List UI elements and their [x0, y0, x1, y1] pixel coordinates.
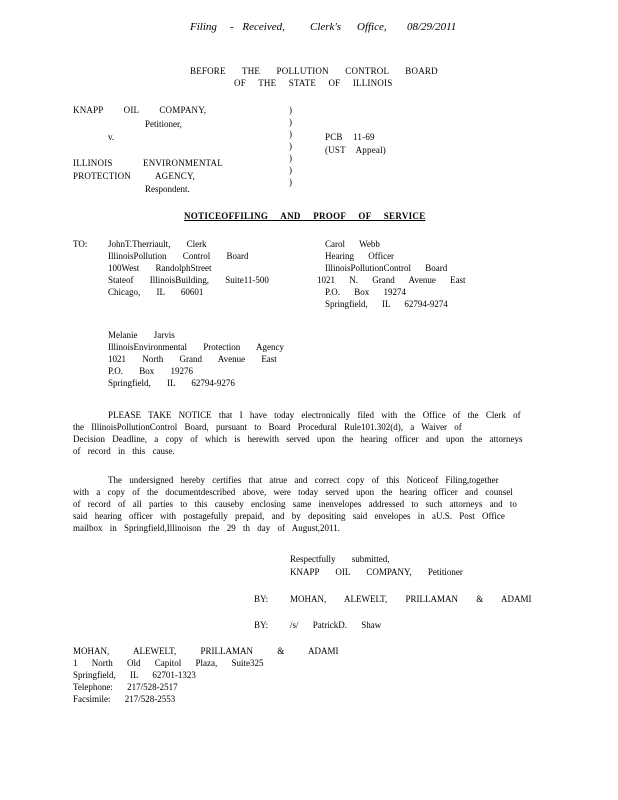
filing-stamp-office: Office, [357, 21, 387, 33]
paragraph-line: the IllinoisPollutionControl Board, pursuant to Board Procedural Rule101.302(d), a Waiver of [73, 422, 462, 432]
board-heading-line1: BEFORE THE POLLUTION CONTROL BOARD [190, 66, 438, 76]
respondent-label: Respondent. [145, 184, 190, 194]
address-line: IllinoisPollutionControl Board [325, 263, 448, 273]
board-heading-line2: OF THE STATE OF ILLINOIS [234, 78, 393, 88]
address-line: Chicago, IL 60601 [108, 287, 204, 297]
certification-paragraph [73, 474, 517, 534]
firm-city: Springfield, IL 62701-1323 [73, 670, 196, 680]
paragraph-line: with a copy of the documentdescribed above, were today served upon the hearing officer and counsel [73, 487, 513, 497]
caption-paren: ) [289, 129, 292, 139]
recipient-hearing-officer-address [317, 238, 466, 310]
paragraph-line: PLEASE TAKE NOTICE that I have today electronically filed with the Office of the Clerk of [108, 410, 521, 420]
paragraph-line: of record in this cause. [73, 446, 175, 456]
firm-telephone: Telephone: 217/528-2517 [73, 682, 178, 692]
address-line: P.O. Box 19276 [108, 366, 194, 376]
address-line: 100West RandolphStreet [108, 263, 212, 273]
address-line: Carol Webb [325, 239, 380, 249]
case-number: PCB 11-69 [325, 132, 375, 142]
address-line: IllinoisPollution Control Board [108, 251, 249, 261]
filing-stamp-filing: Filing [190, 21, 217, 33]
address-line: Stateof IllinoisBuilding, Suite11-500 [108, 275, 269, 285]
respondent-name-line2: PROTECTION AGENCY, [73, 171, 195, 181]
address-line: IllinoisEnvironmental Protection Agency [108, 342, 284, 352]
to-label: TO: [73, 239, 88, 249]
signer-name: /s/ PatrickD. Shaw [290, 620, 382, 630]
filing-stamp-date: 08/29/2011 [407, 21, 457, 33]
address-line: JohnT.Therriault, Clerk [108, 239, 207, 249]
paragraph-line: said hearing officer with postagefully prepaid, and by depositing said envelopes in aU.S. Post Office [73, 511, 505, 521]
notice-paragraph [73, 409, 522, 457]
respondent-name-line1: ILLINOIS ENVIRONMENTAL [73, 158, 223, 168]
firm-name: MOHAN, ALEWELT, PRILLAMAN & ADAMI [73, 646, 339, 656]
paragraph-line: Decision Deadline, a copy of which is herewith served upon the hearing officer and upon the attorneys [73, 434, 523, 444]
case-type: (UST Appeal) [325, 145, 386, 155]
caption-paren: ) [289, 153, 292, 163]
firm-street: 1 North Old Capitol Plaza, Suite325 [73, 658, 264, 668]
filing-stamp-received: - Received, [230, 21, 285, 33]
signature-firm: MOHAN, ALEWELT, PRILLAMAN & ADAMI [290, 594, 532, 604]
caption-paren: ) [289, 177, 292, 187]
closing-line: Respectfully submitted, [290, 554, 390, 564]
address-line: Hearing Officer [325, 251, 395, 261]
address-line: 1021 North Grand Avenue East [108, 354, 277, 364]
firm-facsimile: Facsimile: 217/528-2553 [73, 694, 176, 704]
by-label: BY: [254, 594, 269, 604]
paragraph-line: mailbox in Springfield,Illinoison the 29 th day of August,2011. [73, 523, 340, 533]
address-line: P.O. Box 19274 [325, 287, 407, 297]
party-line: KNAPP OIL COMPANY, Petitioner [290, 567, 463, 577]
caption-paren: ) [289, 141, 292, 151]
petitioner-name: KNAPP OIL COMPANY, [73, 105, 207, 115]
caption-parentheses [289, 104, 292, 188]
caption-paren: ) [289, 117, 292, 127]
versus-label: v. [108, 132, 115, 142]
filing-stamp-clerk: Clerk's [310, 21, 342, 33]
firm-address-block [73, 645, 339, 705]
recipient-clerk-address [108, 238, 269, 298]
recipient-agency-address [108, 329, 284, 389]
address-line: Springfield, IL 62794-9276 [108, 378, 235, 388]
address-line: Springfield, IL 62794-9274 [325, 299, 448, 309]
address-line: Melanie Jarvis [108, 330, 175, 340]
paragraph-line: of record of all parties to this causeby enclosing same inenvelopes addressed to such attorneys and to [73, 499, 517, 509]
by-label-2: BY: [254, 620, 269, 630]
address-line: 1021 N. Grand Avenue East [317, 275, 466, 285]
notice-title: NOTICEOFFILING AND PROOF OF SERVICE [184, 211, 426, 221]
caption-paren: ) [289, 165, 292, 175]
petitioner-label: Petitioner, [145, 119, 182, 129]
paragraph-line: The undersigned hereby certifies that atrue and correct copy of this Noticeof Filing,together [108, 475, 499, 485]
caption-paren: ) [289, 105, 292, 115]
